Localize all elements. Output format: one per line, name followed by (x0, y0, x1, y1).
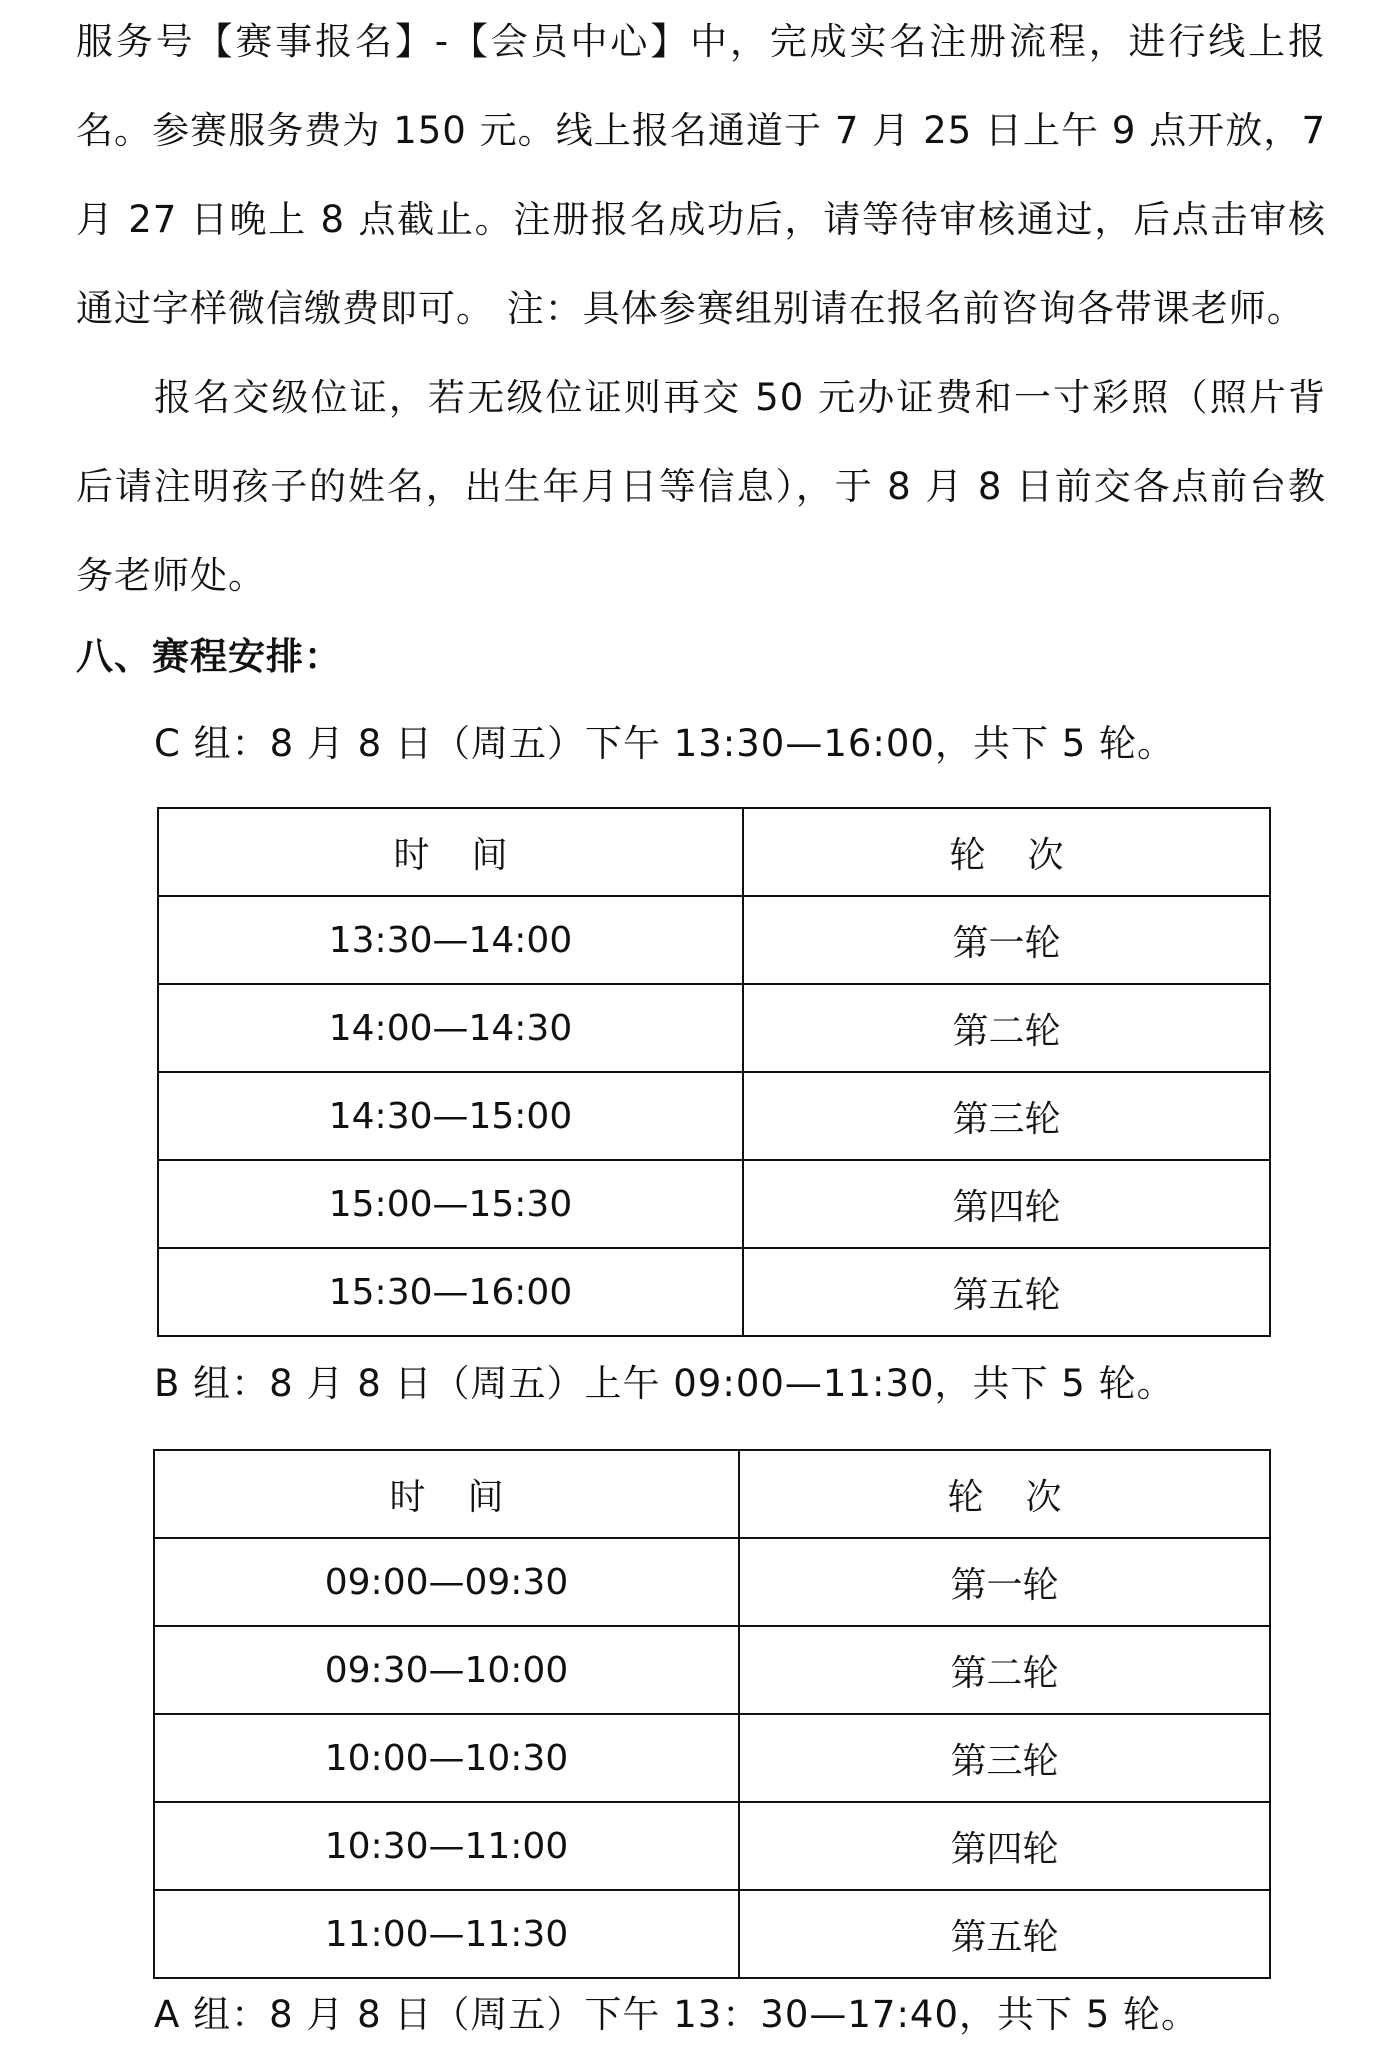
table-row (158, 984, 1270, 1072)
header-round: 轮次 (743, 808, 1270, 896)
time-cell: 09:30—10:00 (154, 1626, 739, 1714)
section-heading: 八、赛程安排： (76, 635, 342, 678)
table-row (158, 1248, 1270, 1336)
round-cell: 第三轮 (739, 1714, 1270, 1802)
certificate-paragraph: 报名交级位证，若无级位证则再交 50 元办证费和一寸彩照（照片背后请注明孩子的姓名，出生年月日等信息），于 8 月 8 日前交各点前台教务老师处。 (76, 376, 1326, 597)
group-c-title: C 组：8 月 8 日（周五）下午 13:30—16:00，共下 5 轮。 (154, 722, 1176, 765)
table-row (154, 1538, 1270, 1626)
round-cell: 第五轮 (739, 1890, 1270, 1978)
time-cell: 10:30—11:00 (154, 1802, 739, 1890)
table-row (154, 1626, 1270, 1714)
time-cell: 11:00—11:30 (154, 1890, 739, 1978)
round-cell: 第一轮 (739, 1538, 1270, 1626)
time-cell: 15:30—16:00 (158, 1248, 743, 1336)
table-header-row (158, 808, 1270, 896)
table-row (154, 1714, 1270, 1802)
registration-paragraph: 服务号【赛事报名】-【会员中心】中，完成实名注册流程，进行线上报名。参赛服务费为 150 元。线上报名通道于 7 月 25 日上午 9 点开放，7 月 27 日晚上 8 点截止。注册报名成功后，请等待审核通过，后点击审核通过字样微信缴费即可。 注：具体参赛组别请在报名前咨询各带课老师。 (76, 20, 1326, 330)
time-cell: 14:30—15:00 (158, 1072, 743, 1160)
group-a-title: A 组：8 月 8 日（周五）下午 13：30—17:40，共下 5 轮。 (154, 1993, 1200, 2036)
group-b-schedule-table (153, 1449, 1271, 1979)
table-row (154, 1890, 1270, 1978)
round-cell: 第四轮 (743, 1160, 1270, 1248)
time-cell: 15:00—15:30 (158, 1160, 743, 1248)
table-header-row (154, 1450, 1270, 1538)
header-round: 轮次 (739, 1450, 1270, 1538)
round-cell: 第二轮 (743, 984, 1270, 1072)
header-time: 时间 (154, 1450, 739, 1538)
round-cell: 第四轮 (739, 1802, 1270, 1890)
table-row (154, 1802, 1270, 1890)
group-b-title: B 组：8 月 8 日（周五）上午 09:00—11:30，共下 5 轮。 (154, 1362, 1175, 1405)
round-cell: 第二轮 (739, 1626, 1270, 1714)
table-row (158, 1072, 1270, 1160)
time-cell: 10:00—10:30 (154, 1714, 739, 1802)
table-row (158, 1160, 1270, 1248)
group-c-schedule-table (157, 807, 1271, 1337)
round-cell: 第三轮 (743, 1072, 1270, 1160)
table-row (158, 896, 1270, 984)
time-cell: 13:30—14:00 (158, 896, 743, 984)
round-cell: 第五轮 (743, 1248, 1270, 1336)
time-cell: 09:00—09:30 (154, 1538, 739, 1626)
time-cell: 14:00—14:30 (158, 984, 743, 1072)
header-time: 时间 (158, 808, 743, 896)
round-cell: 第一轮 (743, 896, 1270, 984)
